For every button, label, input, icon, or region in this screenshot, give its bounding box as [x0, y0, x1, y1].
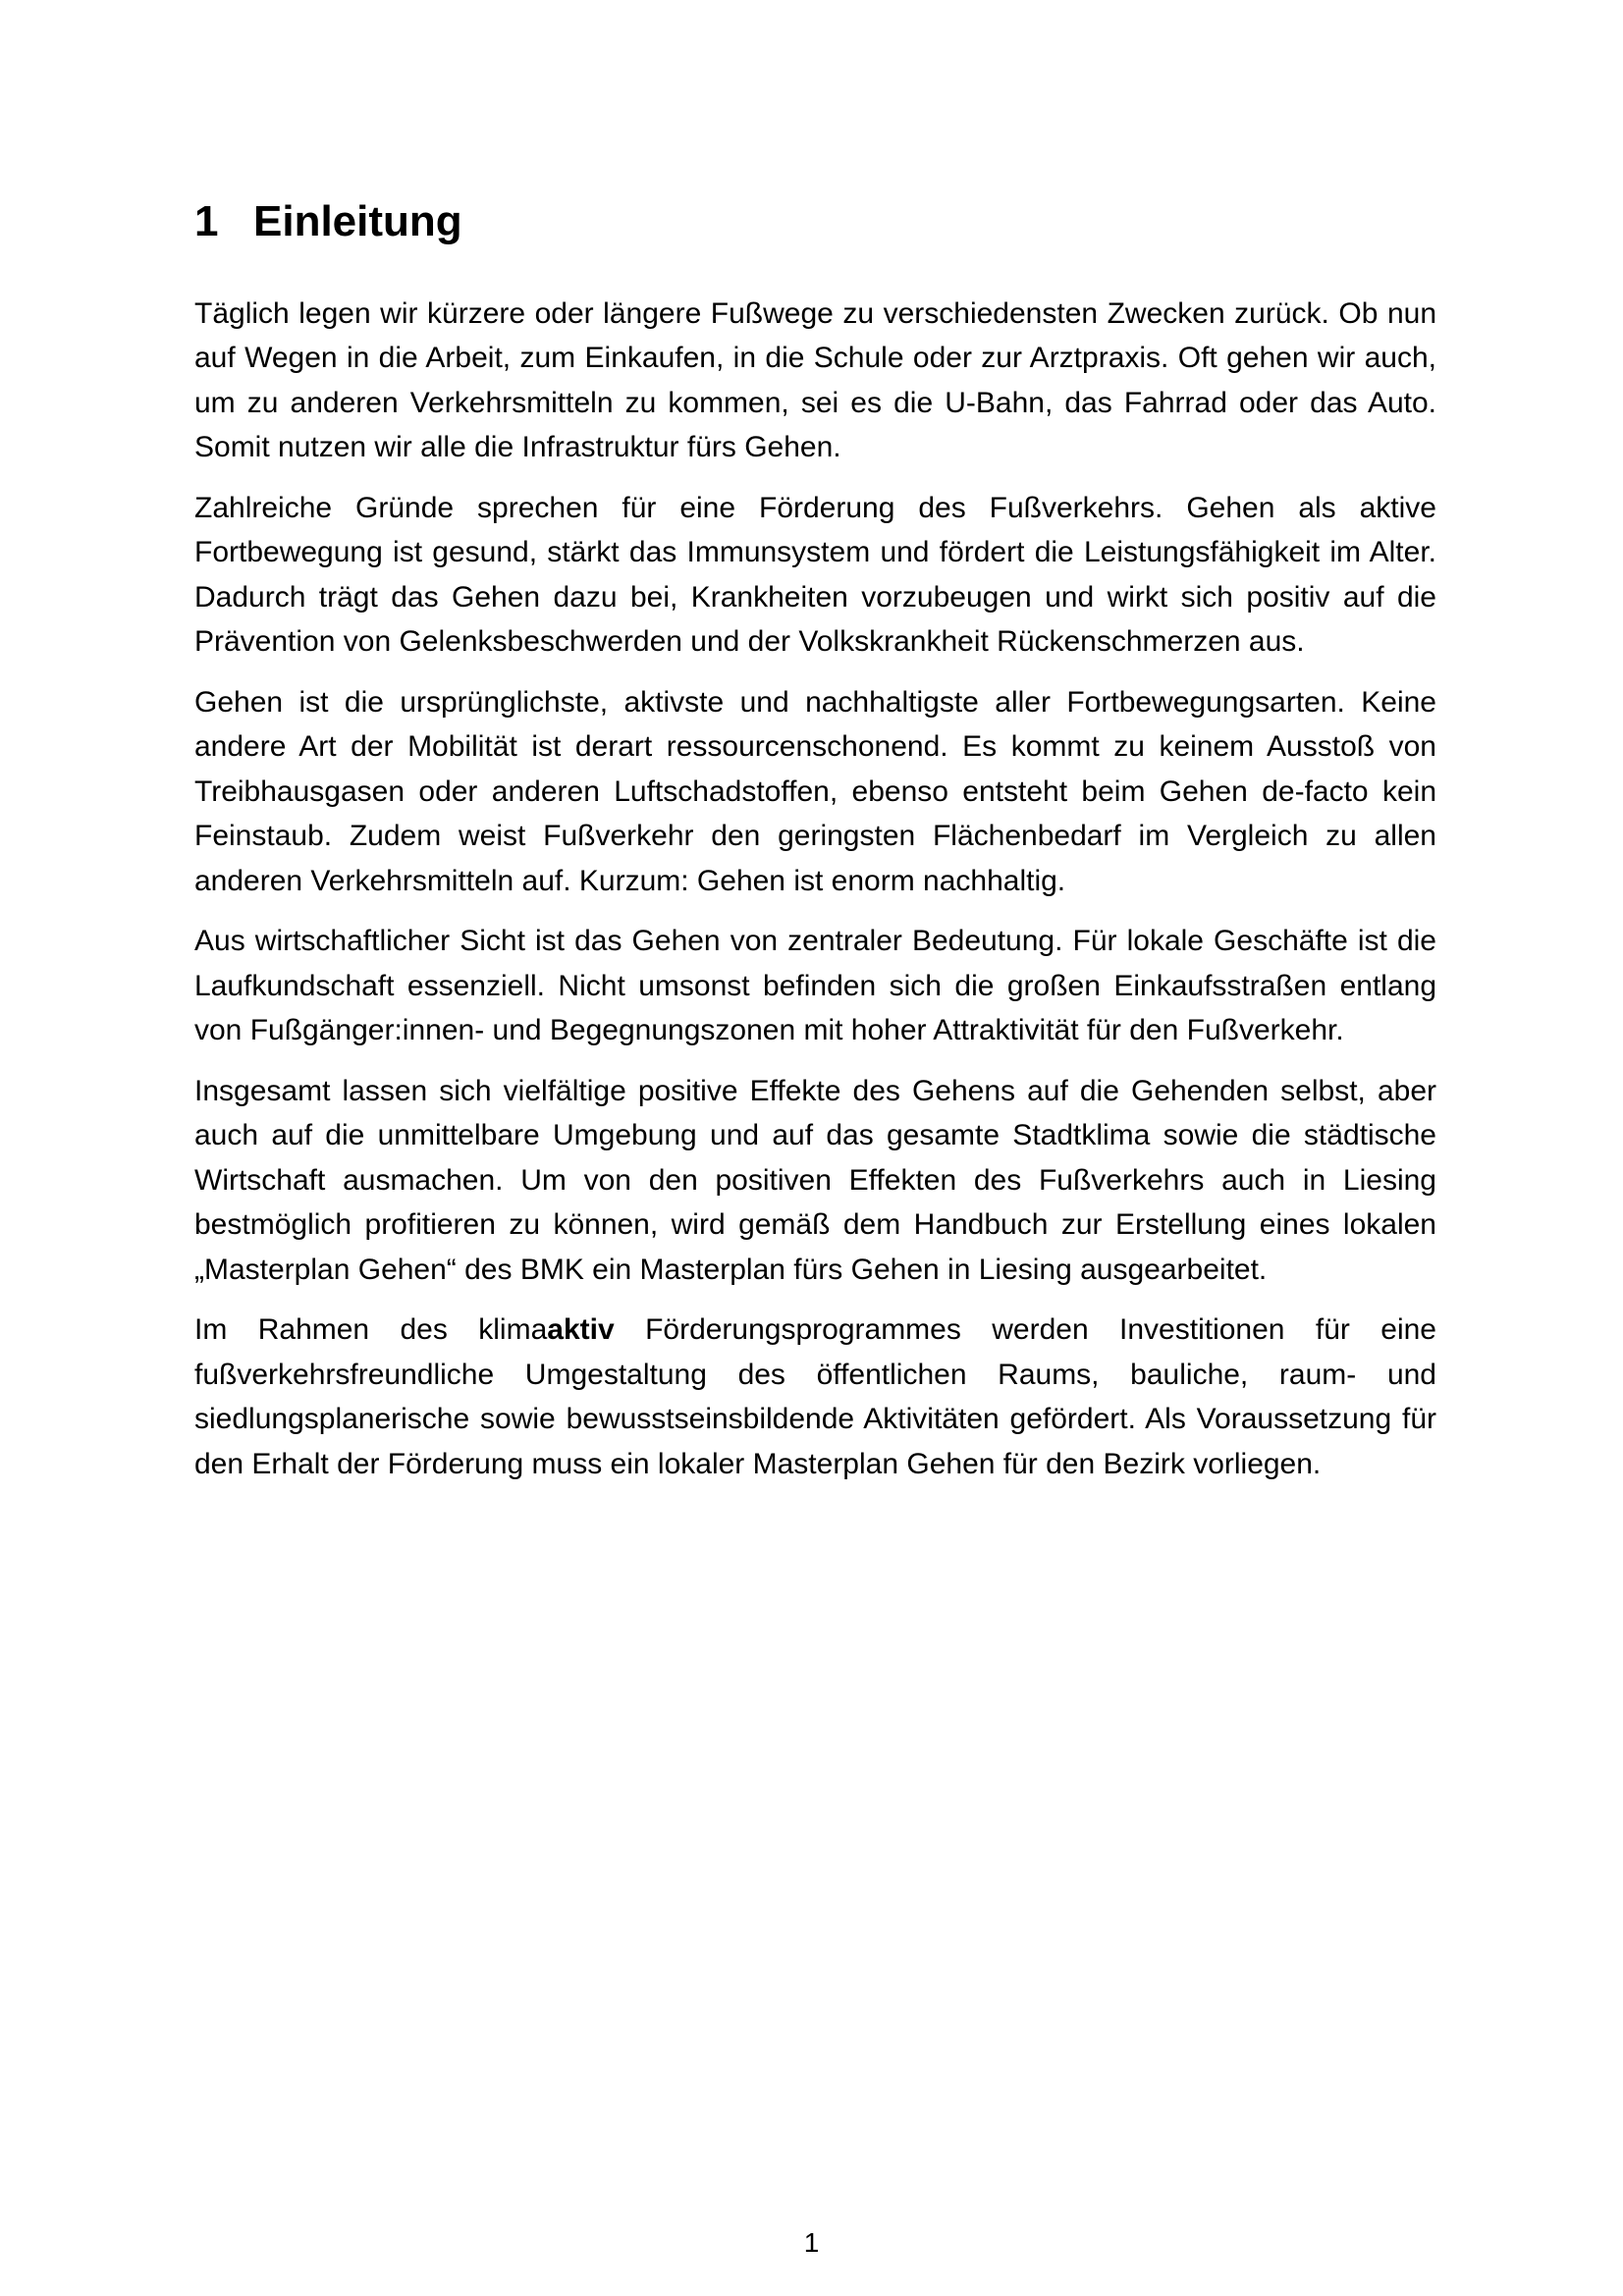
paragraph-2: Zahlreiche Gründe sprechen für eine Förderung des Fußverkehrs. Gehen als aktive Fortbewegung ist gesund, stärkt das Immunsystem und fördert die Leistungsfähigkeit im Alter. Dadurch trägt das Gehen dazu bei, Krankheiten vorzubeugen und wirkt sich positiv auf die Prävention von Gelenksbeschwerden und der Volkskrankheit Rückenschmerzen aus. — [194, 491, 1436, 659]
section-number: 1 — [194, 197, 219, 245]
section-title: Einleitung — [253, 197, 462, 245]
paragraph-4: Aus wirtschaftlicher Sicht ist das Gehen von zentraler Bedeutung. Für lokale Geschäfte ist die Laufkundschaft essenziell. Nicht umsonst befinden sich die großen Einkaufsstraßen entlang von Fußgänger:innen- und Begegnungszonen mit hoher Attraktivität für den Fußverkehr. — [194, 925, 1436, 1047]
paragraph-3: Gehen ist die ursprünglichste, aktivste und nachhaltigste aller Fortbewegungsarten. Keine andere Art der Mobilität ist derart ressourcenschonend. Es kommt zu keinem Ausstoß von Treibhausgasen oder anderen Luftschadstoffen, ebenso entsteht beim Gehen de-facto kein Feinstaub. Zudem weist Fußverkehr den geringsten Flächenbedarf im Vergleich zu allen anderen Verkehrsmitteln auf. Kurzum: Gehen ist enorm nachhaltig. — [194, 685, 1436, 897]
paragraph-5: Insgesamt lassen sich vielfältige positive Effekte des Gehens auf die Gehenden selbst, aber auch auf die unmittelbare Umgebung und auf das gesamte Stadtklima sowie die städtische Wirtschaft ausmachen. Um von den positiven Effekten des Fußverkehrs auch in Liesing bestmöglich profitieren zu können, wird gemäß dem Handbuch zur Erstellung eines lokalen „Masterplan Gehen“ des BMK ein Masterplan fürs Gehen in Liesing ausgearbeitet. — [194, 1074, 1436, 1286]
paragraph-6-emphasis: aktiv — [547, 1313, 615, 1347]
paragraph-6 — [194, 1308, 1436, 1486]
page-number: 1 — [803, 2227, 820, 2258]
section-heading — [194, 196, 1436, 248]
paragraph-1: Täglich legen wir kürzere oder längere Fußwege zu verschiedensten Zwecken zurück. Ob nun auf Wegen in die Arbeit, zum Einkaufen, in die Schule oder zur Arztpraxis. Oft gehen wir auch, um zu anderen Verkehrsmitteln zu kommen, sei es die U-Bahn, das Fahrrad oder das Auto. Somit nutzen wir alle die Infrastruktur fürs Gehen. — [194, 296, 1436, 464]
paragraph-6-rest: Förderungsprogrammes werden Investitionen für eine fußverkehrsfreundliche Umgestaltung des öffentlichen Raums, bauliche, raum- und siedlungsplanerische sowie bewusstseinsbildende Aktivitäten gefördert. Als Voraussetzung für den Erhalt der Förderung muss ein lokaler Masterplan Gehen für den Bezirk vorliegen. — [194, 1313, 1436, 1480]
paragraph-6-lead: Im Rahmen des klima — [194, 1313, 548, 1347]
page-content — [194, 196, 1436, 1502]
